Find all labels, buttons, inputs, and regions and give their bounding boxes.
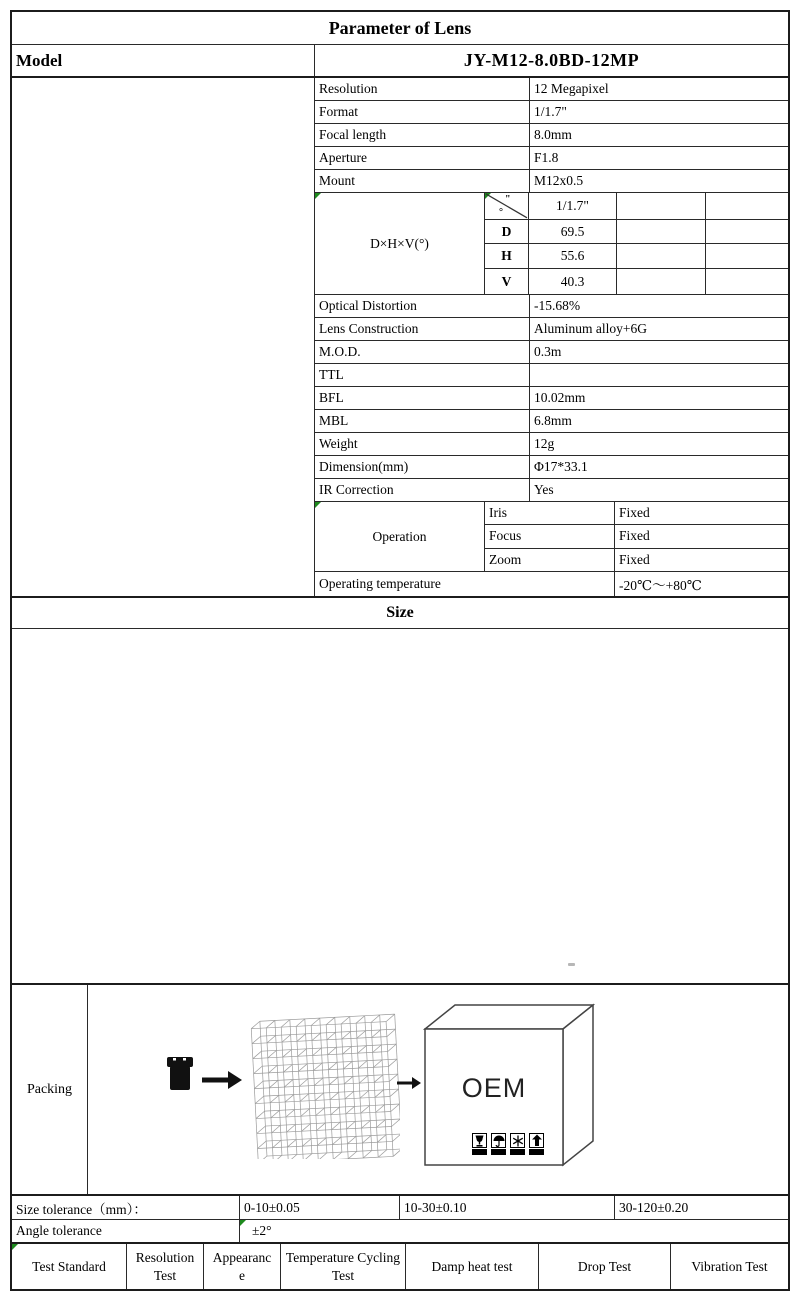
spec-row-ttl: [315, 364, 788, 387]
test-cell-appearance: Appearance: [204, 1244, 281, 1289]
operation-name: Zoom: [485, 549, 615, 571]
test-standard-row: [12, 1244, 788, 1289]
operation-row-focus: [485, 525, 788, 548]
spec-row-optical-distortion: [315, 295, 788, 318]
size-tolerance-value: 10-30±0.10: [400, 1196, 615, 1219]
fov-empty-cell: [706, 220, 788, 244]
spec-row-bfl: [315, 387, 788, 410]
spec-row-focal-length: [315, 124, 788, 147]
spec-row-mbl: [315, 410, 788, 433]
angle-tolerance-value: ±2°: [240, 1220, 788, 1242]
fov-grid: [485, 193, 788, 294]
size-tolerance-value: 30-120±0.20: [619, 1199, 689, 1215]
spec-row-aperture: [315, 147, 788, 170]
spec-label: Dimension(mm): [315, 456, 530, 478]
test-cell-resolution: Resolution Test: [127, 1244, 204, 1289]
spec-row-ir-correction: [315, 479, 788, 502]
spec-label: Focal length: [315, 124, 530, 146]
size-drawing-area: [12, 629, 788, 985]
spec-label: Format: [315, 101, 530, 123]
spec-label: Aperture: [315, 147, 530, 169]
spec-value: 6.8mm: [534, 413, 572, 428]
model-label: Model: [12, 45, 315, 76]
spec-value: -20℃～+80℃: [619, 578, 702, 593]
operation-value: Fixed: [619, 528, 650, 544]
note-marker: [240, 1220, 246, 1226]
fragile-icon: [472, 1133, 487, 1155]
operation-name: Focus: [485, 525, 615, 547]
model-value: JY-M12-8.0BD-12MP: [463, 50, 640, 70]
spec-label: TTL: [315, 364, 530, 386]
spec-area: [12, 78, 788, 598]
fov-empty-cell: [617, 220, 706, 244]
sheet-title-row: [12, 12, 788, 45]
spec-row-format: [315, 101, 788, 124]
spec-value: M12x0.5: [534, 173, 584, 188]
spec-label: Weight: [315, 433, 530, 455]
fov-empty-cell: [617, 193, 706, 219]
spec-row-mod: [315, 341, 788, 364]
spec-value: 12g: [534, 436, 555, 451]
fov-empty-cell: [617, 244, 706, 268]
fov-key: V: [485, 269, 529, 294]
operation-value: Fixed: [619, 551, 650, 567]
fov-row-d: [485, 220, 788, 245]
operation-name: Iris: [485, 502, 615, 524]
spec-row-operating-temperature: [315, 572, 788, 596]
lens-icon: [164, 1053, 196, 1101]
test-cell-standard: Test Standard: [12, 1244, 127, 1289]
operation-value: Fixed: [619, 505, 650, 521]
spec-value: 8.0mm: [534, 127, 572, 142]
snowflake-icon: [510, 1133, 525, 1155]
spec-label: Mount: [315, 170, 530, 192]
spec-value: Aluminum alloy+6G: [534, 321, 647, 336]
note-marker: [12, 1244, 18, 1250]
this-way-up-icon: [529, 1133, 544, 1155]
fov-table: [315, 193, 788, 295]
operation-label: Operation: [315, 502, 485, 571]
spec-label: Operating temperature: [315, 572, 615, 596]
angle-tolerance-label: Angle tolerance: [12, 1220, 240, 1242]
box-oem-text: OEM: [461, 1073, 527, 1103]
spec-value: 12 Megapixel: [534, 81, 609, 96]
packing-row: [12, 985, 788, 1196]
spec-value: F1.8: [534, 150, 559, 165]
spec-row-mount: [315, 170, 788, 193]
size-section-header: [12, 598, 788, 629]
note-marker: [315, 193, 321, 199]
angle-tolerance-row: [12, 1220, 788, 1244]
carton-box: [418, 997, 608, 1169]
foam-tray-grid: [246, 999, 400, 1159]
spec-value: Φ17*33.1: [534, 459, 588, 474]
keep-dry-icon: [491, 1133, 506, 1155]
fov-diagonal-header: [485, 193, 529, 219]
spec-value: [530, 364, 788, 386]
note-marker: [315, 502, 321, 508]
spec-label: Optical Distortion: [315, 295, 530, 317]
packing-label: Packing: [12, 985, 88, 1194]
product-photo-cell: [12, 78, 315, 596]
operation-table: [315, 502, 788, 572]
spec-value: 1/1.7": [534, 104, 567, 119]
spec-label: Lens Construction: [315, 318, 530, 340]
spec-row-dimension: [315, 456, 788, 479]
spec-label: MBL: [315, 410, 530, 432]
test-cell-vibration: Vibration Test: [691, 1258, 768, 1274]
fov-empty-cell: [706, 244, 788, 268]
size-tolerance-row: [12, 1196, 788, 1220]
packing-illustration: [88, 985, 788, 1194]
operation-row-zoom: [485, 549, 788, 571]
size-tolerance-label: Size tolerance（mm）：: [12, 1196, 240, 1219]
model-row: [12, 45, 788, 78]
spec-label: BFL: [315, 387, 530, 409]
shipping-icons: [472, 1133, 544, 1155]
spec-label: M.O.D.: [315, 341, 530, 363]
test-cell-damp-heat: Damp heat test: [406, 1244, 539, 1289]
spec-value: -15.68%: [534, 298, 581, 313]
fov-sensor-size: 1/1.7": [529, 193, 617, 219]
fov-value: 55.6: [529, 244, 617, 268]
fov-key: D: [485, 220, 529, 244]
faint-artifact: [568, 963, 575, 966]
spec-value: 0.3m: [534, 344, 562, 359]
fov-value: 40.3: [529, 269, 617, 294]
test-cell-temperature-cycling: Temperature Cycling Test: [281, 1244, 406, 1289]
spec-value: Yes: [534, 482, 554, 497]
page-title: Parameter of Lens: [328, 17, 472, 38]
fov-label: D×H×V(°): [315, 193, 485, 294]
spec-value: 10.02mm: [534, 390, 586, 405]
fov-empty-cell: [706, 269, 788, 294]
arrow-right-icon: [202, 1071, 242, 1089]
operation-row-iris: [485, 502, 788, 525]
size-title: Size: [386, 604, 414, 621]
lens-spec-sheet: [10, 10, 790, 1291]
fov-empty-cell: [706, 193, 788, 219]
spec-row-weight: [315, 433, 788, 456]
spec-row-resolution: [315, 78, 788, 101]
fov-value: 69.5: [529, 220, 617, 244]
spec-label: Resolution: [315, 78, 530, 100]
size-tolerance-value: 0-10±0.05: [240, 1196, 400, 1219]
degree-symbol: °: [499, 206, 503, 218]
operation-grid: [485, 502, 788, 571]
spec-column: [315, 78, 788, 596]
spec-label: IR Correction: [315, 479, 530, 501]
fov-header-row: [485, 193, 788, 220]
fov-row-v: [485, 269, 788, 294]
spec-row-lens-construction: [315, 318, 788, 341]
inch-symbol: ": [505, 194, 511, 205]
fov-empty-cell: [617, 269, 706, 294]
fov-row-h: [485, 244, 788, 269]
fov-key: H: [485, 244, 529, 268]
test-cell-drop: Drop Test: [539, 1244, 671, 1289]
